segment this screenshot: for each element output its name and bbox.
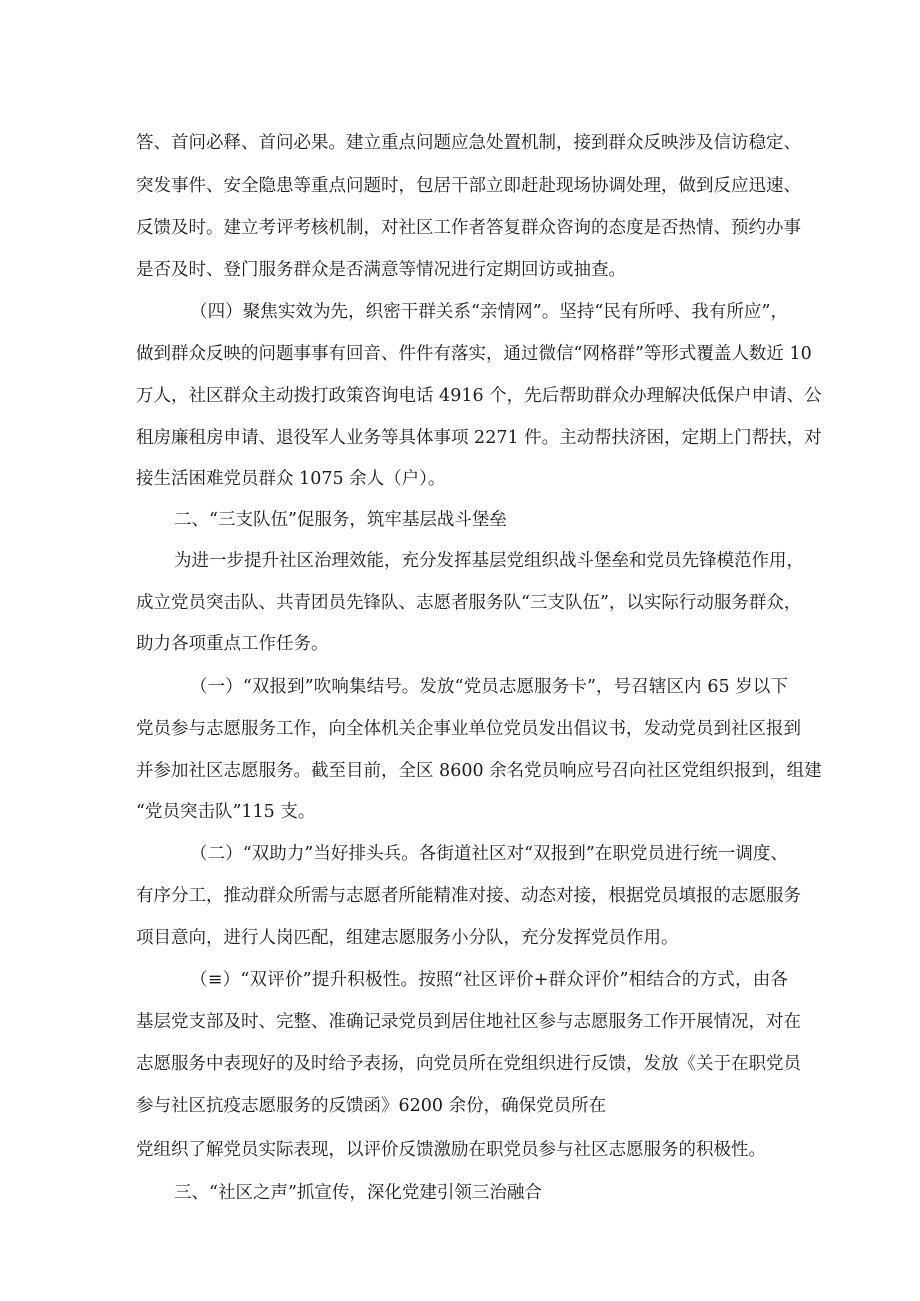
text-line: 反馈及时。建立考评考核机制，对社区工作者答复群众咨询的态度是否热情、预约办事	[136, 218, 801, 238]
text-line: 党组织了解党员实际表现，以评价反馈激励在职党员参与社区志愿服务的积极性。	[136, 1140, 766, 1160]
text-line: 做到群众反映的问题事事有回音、件件有落实，通过微信“网格群”等形式覆盖人数近 10	[136, 344, 812, 364]
text-line: 答、首问必释、首问必果。建立重点问题应急处置机制，接到群众反映涉及信访稳定、	[136, 133, 801, 153]
text-line: 助力各项重点工作任务。	[136, 634, 329, 654]
text-line: 党员参与志愿服务工作，向全体机关企事业单位党员发出倡议书，发动党员到社区报到	[136, 719, 801, 739]
text-line: 参与社区抗疫志愿服务的反馈函》6200 余份，确保党员所在	[136, 1096, 607, 1116]
section-heading: 三、“社区之声”抓宣传，深化党建引领三治融合	[174, 1183, 542, 1203]
text-line: 并参加社区志愿服务。截至目前，全区 8600 余名党员响应号召向社区党组织报到，组建	[136, 761, 822, 781]
text-line: 租房廉租房申请、退役军人业务等具体事项 2271 件。主动帮扶济困，定期上门帮扶，对	[136, 428, 822, 448]
text-line: 为进一步提升社区治理效能，充分发挥基层党组织战斗堡垒和党员先锋模范作用，	[174, 551, 804, 571]
text-line: （四）聚焦实效为先，织密干群关系“亲情网”。坚持“民有所呼、我有所应”，	[190, 302, 788, 322]
text-line: 项目意向，进行人岗匹配，组建志愿服务小分队，充分发挥党员作用。	[136, 928, 679, 948]
text-line: 是否及时、登门服务群众是否满意等情况进行定期回访或抽查。	[136, 260, 626, 280]
text-line: （二）“双助力”当好排头兵。各街道社区对“双报到”在职党员进行统一调度、	[190, 844, 788, 864]
text-line: 接生活困难党员群众 1075 余人（户）。	[136, 469, 446, 489]
section-heading: 二、“三支队伍”促服务，筑牢基层战斗堡垒	[174, 510, 507, 530]
text-line: 志愿服务中表现好的及时给予表扬，向党员所在党组织进行反馈，发放《关于在职党员	[136, 1054, 801, 1074]
text-line: 基层党支部及时、完整、准确记录党员到居住地社区参与志愿服务工作开展情况，对在	[136, 1012, 801, 1032]
text-line: （≡）“双评价”提升积极性。按照“社区评价+群众评价”相结合的方式，由各	[190, 970, 788, 990]
text-line: “党员突击队”115 支。	[136, 802, 316, 822]
text-line: 成立党员突击队、共青团员先锋队、志愿者服务队“三支队伍”，以实际行动服务群众，	[136, 593, 802, 613]
text-line: 有序分工，推动群众所需与志愿者所能精准对接、动态对接，根据党员填报的志愿服务	[136, 886, 801, 906]
text-line: 突发事件、安全隐患等重点问题时，包居干部立即赶赴现场协调处理，做到反应迅速、	[136, 176, 801, 196]
text-line: （一）“双报到”吹响集结号。发放“党员志愿服务卡”，号召辖区内 65 岁以下	[190, 677, 788, 697]
text-line: 万人，社区群众主动拨打政策咨询电话 4916 个，先后帮助群众办理解决低保户申请、公	[136, 386, 822, 406]
